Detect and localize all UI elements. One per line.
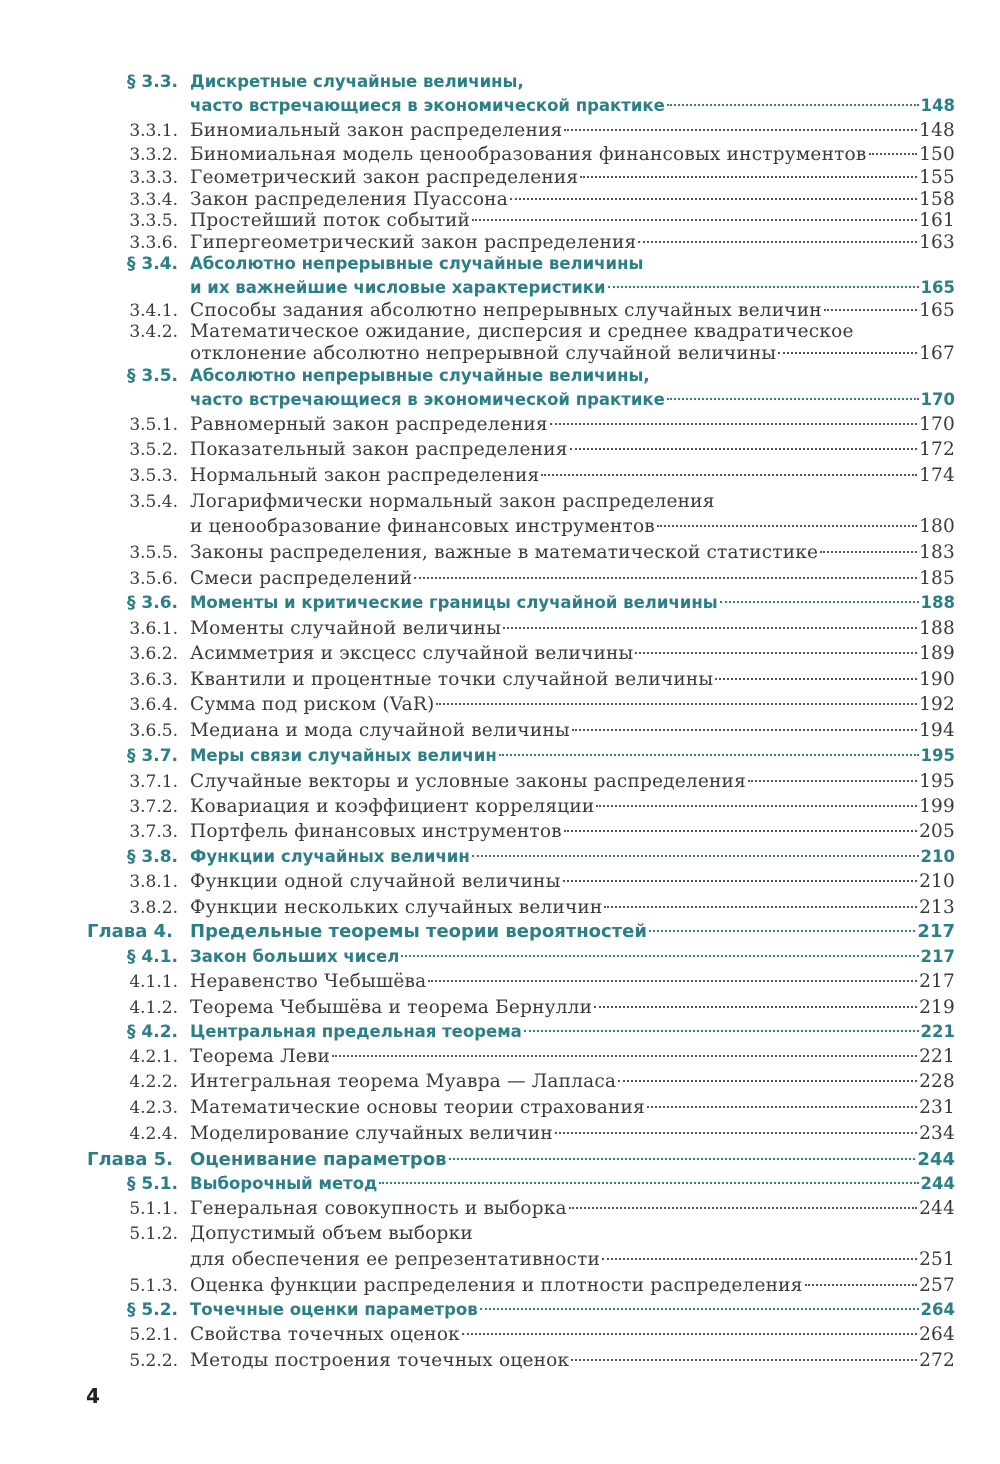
toc-entry-number: 3.4.1. <box>129 301 178 321</box>
toc-entry-number: 3.5.3. <box>129 466 178 486</box>
toc-entry-line <box>190 342 955 366</box>
toc-entry-line <box>190 1274 955 1298</box>
toc-entry-title: Случайные векторы и условные законы распределения <box>190 771 746 792</box>
dot-leader <box>596 805 917 807</box>
dot-leader <box>480 1308 919 1310</box>
toc-entry-page: 264 <box>920 1300 955 1319</box>
toc-subsection <box>0 515 1000 539</box>
toc-entry-line <box>190 744 955 768</box>
toc-subsection <box>0 896 1000 920</box>
toc-entry-title: Гипергеометрический закон распределения <box>190 232 637 253</box>
toc-entry-title: и их важнейшие числовые характеристики <box>190 278 606 297</box>
toc-entry-page: 174 <box>919 465 955 486</box>
toc-entry-number: 3.3.5. <box>129 211 178 231</box>
toc-entry-title: Способы задания абсолютно непрерывных случайных величин <box>190 300 822 321</box>
toc-entry-title: Методы построения точечных оценок <box>190 1350 570 1371</box>
toc-entry-title: Законы распределения, важные в математической статистике <box>190 542 819 563</box>
toc-entry-title: Равномерный закон распределения <box>190 414 548 435</box>
toc-subsection <box>0 1070 1000 1094</box>
toc-entry-number: 3.8.1. <box>129 872 178 892</box>
dot-leader <box>510 198 917 200</box>
toc-entry-number: 3.7.2. <box>129 797 178 817</box>
toc-entry-page: 165 <box>920 278 955 297</box>
dot-leader <box>555 1132 917 1134</box>
toc-entry-number: 4.2.1. <box>129 1047 178 1067</box>
toc-entry-line <box>190 209 955 233</box>
toc-entry-line <box>190 567 955 591</box>
toc-entry-line <box>190 617 955 641</box>
dot-leader <box>449 1158 916 1160</box>
toc-entry-title: Простейший поток событий <box>190 210 471 231</box>
toc-subsection <box>0 1222 1000 1246</box>
dot-leader <box>657 525 917 527</box>
toc-entry-number: 3.8.2. <box>129 898 178 918</box>
dot-leader <box>379 1182 918 1184</box>
toc-entry-title: Показательный закон распределения <box>190 439 568 460</box>
toc-subsection <box>0 342 1000 366</box>
toc-entry-title: Логарифмически нормальный закон распределения <box>190 491 715 512</box>
toc-entry-line <box>190 438 955 462</box>
toc-entry-line <box>190 166 955 190</box>
toc-subsection <box>0 770 1000 794</box>
dot-leader <box>618 1080 917 1082</box>
toc-entry-line <box>190 320 955 344</box>
dot-leader <box>436 703 917 705</box>
toc-entry-title: Портфель финансовых инструментов <box>190 821 562 842</box>
toc-entry-title: Асимметрия и эксцесс случайной величины <box>190 643 634 664</box>
dot-leader <box>541 474 917 476</box>
toc-subsection <box>0 668 1000 692</box>
dot-leader <box>571 1359 917 1361</box>
toc-entry-page: 148 <box>919 120 955 141</box>
toc-entry-number: 3.6.4. <box>129 695 178 715</box>
toc-entry-line <box>190 719 955 743</box>
toc-entry-title: Предельные теоремы теории вероятностей <box>190 921 647 942</box>
toc-entry-number: 5.1.2. <box>129 1224 178 1244</box>
toc-entry-page: 221 <box>919 1046 955 1067</box>
toc-entry-title: Смеси распределений <box>190 568 413 589</box>
toc-entry-page: 161 <box>919 210 955 231</box>
toc-section <box>0 70 1000 94</box>
toc-subsection <box>0 1045 1000 1069</box>
toc-entry-number: 3.6.5. <box>129 721 178 741</box>
toc-entry-page: 165 <box>919 300 955 321</box>
toc-entry-line <box>190 920 955 944</box>
toc-entry-number: § 3.7. <box>127 746 178 766</box>
toc-entry-line <box>190 996 955 1020</box>
toc-entry-page: 257 <box>919 1275 955 1296</box>
toc-subsection <box>0 143 1000 167</box>
toc-entry-title: Интегральная теорема Муавра — Лапласа <box>190 1071 617 1092</box>
toc-entry-line <box>190 1096 955 1120</box>
toc-section <box>0 1172 1000 1196</box>
toc-chapter <box>0 920 1000 944</box>
toc-entry-title: Биномиальная модель ценообразования финансовых инструментов <box>190 144 867 165</box>
toc-entry-line <box>190 591 955 615</box>
toc-entry-page: 158 <box>919 189 955 210</box>
dot-leader <box>570 448 917 450</box>
toc-subsection <box>0 1197 1000 1221</box>
toc-entry-page: 231 <box>919 1097 955 1118</box>
dot-leader <box>647 1106 917 1108</box>
toc-entry-title: Функции случайных величин <box>190 847 470 866</box>
dot-leader <box>462 1333 917 1335</box>
toc-entry-page: 148 <box>920 96 955 115</box>
toc-entry-page: 170 <box>919 414 955 435</box>
toc-entry-number: 3.6.1. <box>129 619 178 639</box>
toc-entry-number: 3.3.2. <box>129 145 178 165</box>
toc-entry-page: 217 <box>919 971 955 992</box>
toc-entry-page: 183 <box>919 542 955 563</box>
toc-entry-line <box>190 668 955 692</box>
dot-leader <box>580 176 917 178</box>
toc-entry-title: Оценка функции распределения и плотности распределения <box>190 1275 803 1296</box>
toc-entry-number: 3.3.3. <box>129 168 178 188</box>
toc-entry-page: 190 <box>919 669 955 690</box>
toc-entry-title: Абсолютно непрерывные случайные величины, <box>190 366 650 385</box>
toc-entry-line <box>190 820 955 844</box>
toc-subsection <box>0 1323 1000 1347</box>
toc-subsection <box>0 1248 1000 1272</box>
page-number: 4 <box>86 1384 100 1408</box>
toc-entry-title: Нормальный закон распределения <box>190 465 540 486</box>
toc-subsection <box>0 438 1000 462</box>
dot-leader <box>524 1030 919 1032</box>
toc-section <box>0 591 1000 615</box>
toc-entry-line <box>190 1248 955 1272</box>
toc-entry-number: 3.7.3. <box>129 822 178 842</box>
toc-entry-title: Математическое ожидание, дисперсия и среднее квадратическое <box>190 321 854 342</box>
toc-entry-page: 194 <box>919 720 955 741</box>
toc-entry-number: 3.4.2. <box>129 322 178 342</box>
toc-entry-number: 4.1.2. <box>129 998 178 1018</box>
dot-leader <box>428 980 917 982</box>
toc-subsection <box>0 996 1000 1020</box>
toc-entry-title: Дискретные случайные величины, <box>190 72 524 91</box>
toc-entry-title: Абсолютно непрерывные случайные величины <box>190 254 644 273</box>
toc-entry-number: 3.3.4. <box>129 190 178 210</box>
toc-entry-title: Моменты и критические границы случайной величины <box>190 593 718 612</box>
toc-subsection <box>0 1122 1000 1146</box>
toc-entry-page: 188 <box>920 593 955 612</box>
toc-subsection <box>0 1349 1000 1373</box>
dot-leader <box>824 309 917 311</box>
toc-entry-page: 185 <box>919 568 955 589</box>
toc-entry-line <box>190 1298 955 1322</box>
toc-entry-title: Биномиальный закон распределения <box>190 120 563 141</box>
dot-leader <box>667 398 919 400</box>
toc-entry-number: 3.6.2. <box>129 644 178 664</box>
toc-entry-line <box>190 1070 955 1094</box>
toc-entry-page: 272 <box>919 1350 955 1371</box>
toc-subsection <box>0 970 1000 994</box>
toc-subsection <box>0 719 1000 743</box>
toc-entry-title: Математические основы теории страхования <box>190 1097 645 1118</box>
toc-subsection <box>0 820 1000 844</box>
toc-entry-page: 163 <box>919 232 955 253</box>
dot-leader <box>778 352 917 354</box>
toc-entry-number: § 3.8. <box>127 847 178 867</box>
toc-entry-page: 210 <box>919 871 955 892</box>
toc-entry-line <box>190 364 955 388</box>
toc-subsection <box>0 320 1000 344</box>
dot-leader <box>715 678 917 680</box>
toc-entry-page: 217 <box>917 921 955 942</box>
toc-section <box>0 845 1000 869</box>
toc-entry-line <box>190 1148 955 1172</box>
toc-entry-page: 189 <box>919 643 955 664</box>
toc-entry-title: для обеспечения ее репрезентативности <box>190 1249 601 1270</box>
toc-entry-line <box>190 870 955 894</box>
toc-subsection <box>0 642 1000 666</box>
toc-entry-line <box>190 1122 955 1146</box>
toc-entry-page: 244 <box>917 1149 955 1170</box>
toc-subsection <box>0 1096 1000 1120</box>
toc-entry-number: 4.2.3. <box>129 1098 178 1118</box>
toc-entry-page: 213 <box>919 897 955 918</box>
toc-entry-page: 251 <box>919 1249 955 1270</box>
toc-entry-title: Закон больших чисел <box>190 947 400 966</box>
toc-entry-number: 5.1.3. <box>129 1276 178 1296</box>
toc-entry-number: 3.7.1. <box>129 772 178 792</box>
dot-leader <box>820 551 917 553</box>
toc-entry-page: 170 <box>920 390 955 409</box>
toc-entry-title: Теорема Леви <box>190 1046 331 1067</box>
dot-leader <box>667 104 919 106</box>
dot-leader <box>472 855 919 857</box>
toc-entry-title: Генеральная совокупность и выборка <box>190 1198 567 1219</box>
toc-entry-line <box>190 541 955 565</box>
toc-entry-page: 205 <box>919 821 955 842</box>
toc-entry-page: 180 <box>919 516 955 537</box>
dot-leader <box>499 754 919 756</box>
toc-subsection <box>0 870 1000 894</box>
toc-entry-title: Точечные оценки параметров <box>190 1300 478 1319</box>
dot-leader <box>748 780 917 782</box>
toc-entry-page: 264 <box>919 1324 955 1345</box>
toc-entry-line <box>190 945 955 969</box>
toc-entry-page: 219 <box>919 997 955 1018</box>
toc-entry-title: Медиана и мода случайной величины <box>190 720 570 741</box>
toc-entry-title: отклонение абсолютно непрерывной случайной величины <box>190 343 777 364</box>
toc-entry-number: 4.2.2. <box>129 1072 178 1092</box>
toc-subsection <box>0 166 1000 190</box>
toc-entry-title: и ценообразование финансовых инструментов <box>190 516 655 537</box>
toc-entry-title: Функции нескольких случайных величин <box>190 897 603 918</box>
dot-leader <box>635 652 917 654</box>
dot-leader <box>401 955 918 957</box>
toc-entry-title: Ковариация и коэффициент корреляции <box>190 796 595 817</box>
toc-entry-line <box>190 1045 955 1069</box>
dot-leader <box>332 1055 917 1057</box>
toc-entry-title: Моменты случайной величины <box>190 618 502 639</box>
toc-entry-number: 3.5.6. <box>129 569 178 589</box>
toc-entry-number: § 5.1. <box>127 1174 178 1194</box>
toc-section <box>0 94 1000 118</box>
toc-section <box>0 945 1000 969</box>
toc-entry-number: § 4.1. <box>127 947 178 967</box>
toc-entry-title: Выборочный метод <box>190 1174 378 1193</box>
dot-leader <box>602 1258 917 1260</box>
toc-entry-title: Центральная предельная теорема <box>190 1022 522 1041</box>
toc-entry-number: § 4.2. <box>127 1022 178 1042</box>
toc-entry-number: 3.3.1. <box>129 121 178 141</box>
toc-section <box>0 744 1000 768</box>
toc-entry-number: Глава 4. <box>87 921 173 942</box>
toc-entry-title: Функции одной случайной величины <box>190 871 561 892</box>
toc-entry-line <box>190 970 955 994</box>
toc-entry-title: Квантили и процентные точки случайной величины <box>190 669 714 690</box>
toc-entry-line <box>190 896 955 920</box>
dot-leader <box>649 930 915 932</box>
toc-entry-page: 155 <box>919 167 955 188</box>
toc-subsection <box>0 490 1000 514</box>
toc-entry-number: § 3.4. <box>127 254 178 274</box>
dot-leader <box>564 129 917 131</box>
toc-entry-page: 172 <box>919 439 955 460</box>
toc-entry-line <box>190 1222 955 1246</box>
toc-entry-line <box>190 693 955 717</box>
toc-section <box>0 1020 1000 1044</box>
toc-entry-page: 217 <box>920 947 955 966</box>
dot-leader <box>503 627 917 629</box>
toc-entry-number: § 3.3. <box>127 72 178 92</box>
toc-entry-page: 244 <box>919 1198 955 1219</box>
toc-entry-title: часто встречающиеся в экономической практике <box>190 96 665 115</box>
toc-subsection <box>0 1274 1000 1298</box>
toc-entry-line <box>190 490 955 514</box>
toc-entry-page: 210 <box>920 847 955 866</box>
toc-subsection <box>0 795 1000 819</box>
dot-leader <box>638 241 917 243</box>
toc-section <box>0 252 1000 276</box>
dot-leader <box>563 880 918 882</box>
toc-entry-number: 5.2.1. <box>129 1325 178 1345</box>
toc-entry-title: Моделирование случайных величин <box>190 1123 553 1144</box>
toc-entry-number: 3.5.1. <box>129 415 178 435</box>
toc-entry-number: Глава 5. <box>87 1149 173 1170</box>
toc-entry-number: § 5.2. <box>127 1300 178 1320</box>
dot-leader <box>472 219 917 221</box>
toc-entry-page: 244 <box>920 1174 955 1193</box>
toc-entry-title: часто встречающиеся в экономической практике <box>190 390 665 409</box>
dot-leader <box>572 729 917 731</box>
toc-entry-page: 221 <box>920 1022 955 1041</box>
toc-entry-line <box>190 276 955 300</box>
toc-subsection <box>0 119 1000 143</box>
toc-entry-line <box>190 770 955 794</box>
toc-section <box>0 276 1000 300</box>
toc-subsection <box>0 209 1000 233</box>
toc-entry-number: 4.1.1. <box>129 972 178 992</box>
toc-entry-page: 199 <box>919 796 955 817</box>
toc-entry-line <box>190 413 955 437</box>
toc-subsection <box>0 567 1000 591</box>
toc-entry-title: Допустимый объем выборки <box>190 1223 473 1244</box>
toc-subsection <box>0 693 1000 717</box>
toc-entry-line <box>190 252 955 276</box>
toc-entry-number: § 3.5. <box>127 366 178 386</box>
toc-entry-line <box>190 70 955 94</box>
dot-leader <box>564 830 917 832</box>
toc-subsection <box>0 413 1000 437</box>
toc-entry-line <box>190 1323 955 1347</box>
toc-entry-number: 3.5.5. <box>129 543 178 563</box>
toc-entry-title: Геометрический закон распределения <box>190 167 579 188</box>
toc-entry-title: Свойства точечных оценок <box>190 1324 460 1345</box>
toc-entry-number: 3.6.3. <box>129 670 178 690</box>
toc-entry-page: 167 <box>919 343 955 364</box>
toc-entry-line <box>190 1349 955 1373</box>
toc-entry-line <box>190 94 955 118</box>
toc-entry-number: 5.2.2. <box>129 1351 178 1371</box>
toc-entry-number: § 3.6. <box>127 593 178 613</box>
toc-entry-page: 188 <box>919 618 955 639</box>
toc-entry-page: 192 <box>919 694 955 715</box>
toc-chapter <box>0 1148 1000 1172</box>
toc-section <box>0 364 1000 388</box>
dot-leader <box>414 577 917 579</box>
toc-entry-line <box>190 1172 955 1196</box>
toc-entry-number: 3.5.4. <box>129 492 178 512</box>
toc-entry-line <box>190 845 955 869</box>
toc-entry-line <box>190 143 955 167</box>
toc-entry-title: Оценивание параметров <box>190 1149 447 1170</box>
toc-entry-page: 195 <box>920 746 955 765</box>
toc-entry-page: 150 <box>919 144 955 165</box>
toc-entry-number: 4.2.4. <box>129 1124 178 1144</box>
dot-leader <box>869 153 918 155</box>
toc-entry-title: Сумма под риском (VaR) <box>190 694 435 715</box>
toc-entry-number: 3.3.6. <box>129 233 178 253</box>
toc-entry-page: 234 <box>919 1123 955 1144</box>
dot-leader <box>594 1006 917 1008</box>
toc-entry-line <box>190 388 955 412</box>
toc-subsection <box>0 541 1000 565</box>
toc-subsection <box>0 617 1000 641</box>
toc-entry-title: Неравенство Чебышёва <box>190 971 427 992</box>
toc-subsection <box>0 464 1000 488</box>
toc-entry-line <box>190 515 955 539</box>
toc-entry-line <box>190 119 955 143</box>
dot-leader <box>805 1284 917 1286</box>
toc-entry-line <box>190 795 955 819</box>
toc-entry-title: Теорема Чебышёва и теорема Бернулли <box>190 997 593 1018</box>
toc-entry-line <box>190 1197 955 1221</box>
toc-entry-page: 195 <box>919 771 955 792</box>
dot-leader <box>569 1207 917 1209</box>
dot-leader <box>608 286 919 288</box>
toc-entry-title: Закон распределения Пуассона <box>190 189 508 210</box>
toc-entry-line <box>190 1020 955 1044</box>
toc-entry-number: 3.5.2. <box>129 440 178 460</box>
toc-entry-title: Меры связи случайных величин <box>190 746 497 765</box>
toc-entry-number: 5.1.1. <box>129 1199 178 1219</box>
dot-leader <box>550 423 917 425</box>
dot-leader <box>604 906 917 908</box>
dot-leader <box>720 601 919 603</box>
toc-section <box>0 388 1000 412</box>
toc-section <box>0 1298 1000 1322</box>
toc-entry-page: 228 <box>919 1071 955 1092</box>
toc-entry-line <box>190 464 955 488</box>
toc-entry-line <box>190 642 955 666</box>
